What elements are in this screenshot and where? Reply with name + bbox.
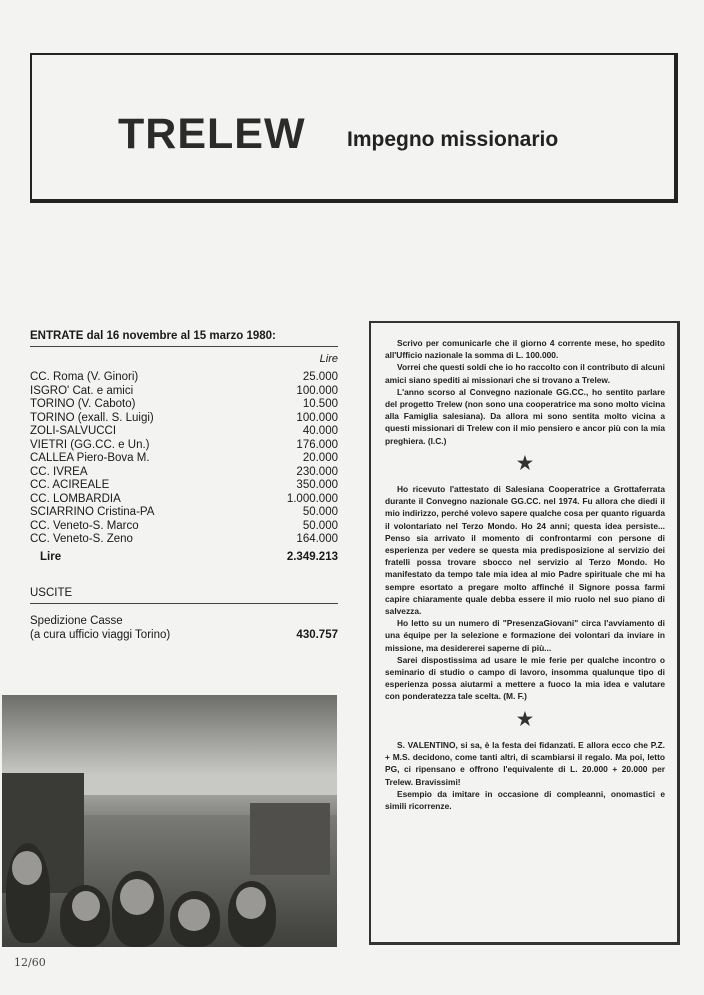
letter-paragraph: Sarei dispostissima ad usare le mie ferie per qualche incontro o seminario di studio o campo di lavoro, insomma qualunque tipo di esperienza possa aiutarmi a mettere a fuoco la mia idea e valutare con ponderatezza tale scelta. (M. F.) xyxy=(385,654,665,702)
donation-amount: 1.000.000 xyxy=(286,492,338,505)
donation-amount: 40.000 xyxy=(302,425,338,437)
letter-2 xyxy=(385,483,665,703)
entrate-row xyxy=(30,506,338,520)
donor-name: CC. LOMBARDIA xyxy=(30,492,121,505)
donor-name: TORINO (V. Caboto) xyxy=(30,398,136,410)
donor-name: ISGRO' Cat. e amici xyxy=(30,384,134,397)
page-title: TRELEW xyxy=(118,110,306,158)
page-subtitle: Impegno missionario xyxy=(347,128,559,151)
donation-amount: 10.500 xyxy=(302,398,338,410)
page-number: 12/60 xyxy=(14,956,46,969)
letter-paragraph: L'anno scorso al Convegno nazionale GG.CC., ho sentito parlare del progetto Trelew (non sono una cooperatrice ma sono molto vicina alla Famiglia salesiana). Da allora mi sono sentita molto vicina a questi missionari di Trelew con il mio pensiero e ancor più con la mia preghiera. (I.C.) xyxy=(385,386,665,446)
donation-amount: 50.000 xyxy=(302,506,338,518)
entrate-row xyxy=(30,439,338,453)
letter-paragraph: Scrivo per comunicarle che il giorno 4 corrente mese, ho spedito all'Ufficio nazionale la somma di L. 100.000. xyxy=(385,338,665,361)
star-separator: ★ xyxy=(516,708,534,729)
entrate-row xyxy=(30,466,338,480)
uscite-line-2: (a cura ufficio viaggi Torino) xyxy=(30,628,171,641)
photo-child-face xyxy=(72,891,100,921)
donation-amount: 164.000 xyxy=(296,533,338,545)
currency-label: Lire xyxy=(319,353,338,365)
letter-paragraph: Ho ricevuto l'attestato di Salesiana Cooperatrice a Grottaferrata durante il Convegno nazionale GG.CC. nel 1974. Fu allora che diedi il mio indirizzo, perché volevo sapere qualche cosa per quanto riguarda il volontariato nel Terzo Mondo. Ho 24 anni; questa idea persiste... Penso sia arrivato il momento di confrontarmi con persone di esperienza per vedere se questa mia predisposizione al servizio dei fratelli possa trovare sbocco nel servizio al Terzo Mondo. Ho manifestato da tempo tale mia idea al mio Padre spirituale che mi ha sempre esortato a pregare molto affinché il Signore possa farmi capire chiaramente quale debba essere il mio ruolo nel suo piano di salvezza. xyxy=(385,484,665,617)
photo-child-face xyxy=(120,879,154,915)
donation-amount: 176.000 xyxy=(296,438,338,451)
entrate-row xyxy=(30,385,338,399)
letter-paragraph: Esempio da imitare in occasione di compleanni, onomastici e simili ricorrenze. xyxy=(385,788,665,811)
entrate-row xyxy=(30,533,338,547)
entrate-row xyxy=(30,425,338,439)
entrate-heading: ENTRATE dal 16 novembre al 15 marzo 1980: xyxy=(30,330,338,347)
donation-amount: 100.000 xyxy=(296,411,338,424)
entrate-total xyxy=(30,551,338,563)
entrate-row xyxy=(30,371,338,385)
children-photo xyxy=(2,695,337,947)
photo-child-face xyxy=(12,851,42,885)
uscite-amount: 430.757 xyxy=(296,628,338,641)
donor-name: TORINO (exall. S. Luigi) xyxy=(30,411,154,424)
letter-3 xyxy=(385,739,665,812)
uscite-section xyxy=(30,587,338,642)
entrate-row xyxy=(30,520,338,534)
donor-name: SCIARRINO Cristina-PA xyxy=(30,506,155,518)
uscite-heading: USCITE xyxy=(30,587,338,604)
letter-paragraph: Vorrei che questi soldi che io ho raccolto con il contributo di alcuni amici siano spediti ai missionari che si trovano a Trelew. xyxy=(385,362,665,385)
star-separator: ★ xyxy=(516,452,534,473)
entrate-row xyxy=(30,479,338,493)
donation-amount: 230.000 xyxy=(296,465,338,478)
letters-box xyxy=(369,321,680,945)
letter-paragraph: S. VALENTINO, si sa, è la festa dei fidanzati. E allora ecco che P.Z. + M.S. decidono, come tanti altri, di scambiarsi il regalo. Ma poi, letto PG, ci ripensano e offrono l'equivalente di L. 20.000 + 20.000 per Trelew. Bravissimi! xyxy=(385,739,665,787)
photo-shack-right xyxy=(250,803,330,875)
donor-name: CC. Veneto-S. Marco xyxy=(30,519,139,532)
entrate-row xyxy=(30,412,338,426)
donor-name: CC. Veneto-S. Zeno xyxy=(30,533,133,545)
entrate-row xyxy=(30,398,338,412)
donor-name: CC. ACIREALE xyxy=(30,479,110,491)
letter-paragraph: Ho letto su un numero di "PresenzaGiovani" circa l'avviamento di una équipe per la selezione e formazione dei volontari da inviare in missione, ma desidererei saperne di più... xyxy=(385,618,665,653)
donor-name: ZOLI-SALVUCCI xyxy=(30,425,117,437)
letter-1 xyxy=(385,337,665,447)
donor-name: CC. IVREA xyxy=(30,465,88,478)
donor-name: VIETRI (GG.CC. e Un.) xyxy=(30,438,150,451)
donation-amount: 50.000 xyxy=(302,519,338,532)
uscite-entry xyxy=(30,614,338,642)
entrate-list xyxy=(30,371,338,547)
photo-child-face xyxy=(236,887,266,919)
uscite-line-1: Spedizione Casse xyxy=(30,614,123,627)
donor-name: CALLEA Piero-Bova M. xyxy=(30,452,150,464)
accounts-column xyxy=(30,330,338,642)
total-label: Lire xyxy=(40,550,62,563)
entrate-row xyxy=(30,493,338,507)
donation-amount: 25.000 xyxy=(302,371,338,383)
photo-child-face xyxy=(178,899,210,931)
donation-amount: 20.000 xyxy=(302,452,338,464)
entrate-row xyxy=(30,452,338,466)
donor-name: CC. Roma (V. Ginori) xyxy=(30,371,139,383)
donation-amount: 100.000 xyxy=(296,384,338,397)
total-amount: 2.349.213 xyxy=(286,550,338,563)
donation-amount: 350.000 xyxy=(296,479,338,491)
